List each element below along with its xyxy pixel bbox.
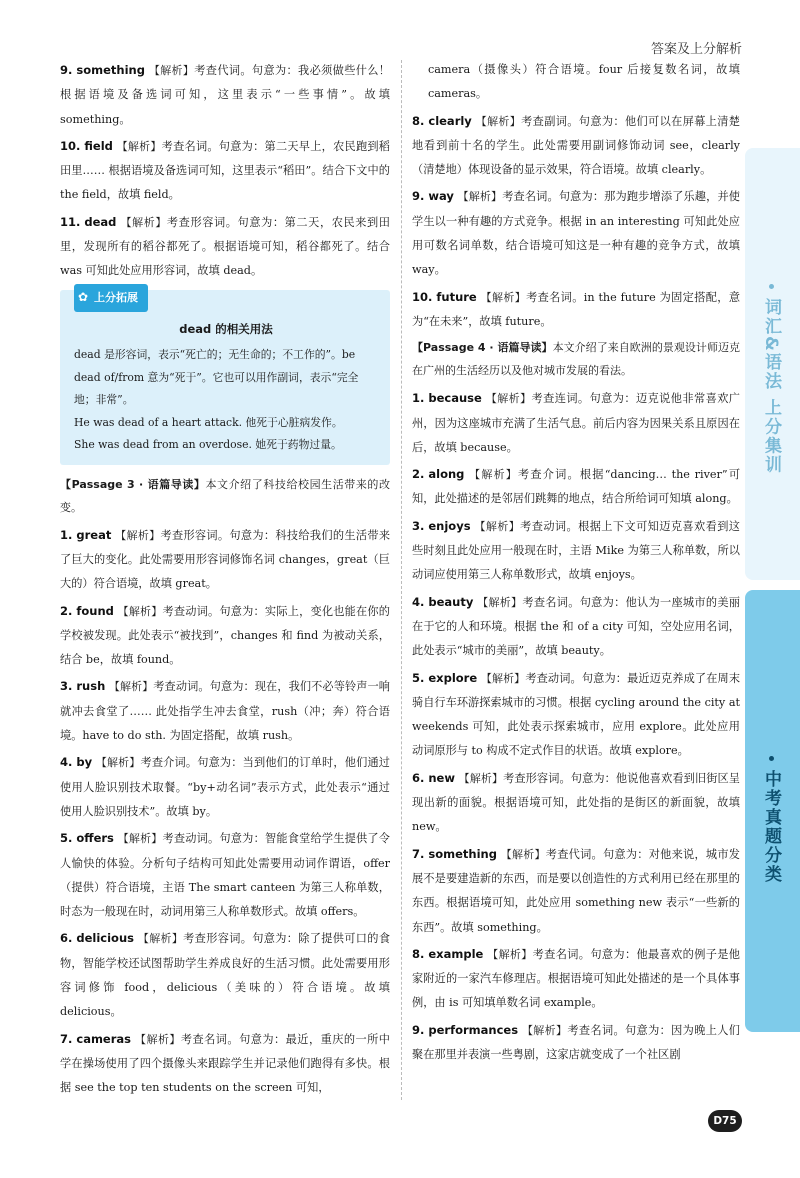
answer-item xyxy=(60,750,390,824)
item-number: 5. xyxy=(60,831,73,846)
answer-item xyxy=(60,523,390,597)
analysis-tag: 【解析】 xyxy=(115,528,161,542)
analysis-text: 考查形容词。句意为：他说他喜欢看到旧街区呈现出新的面貌。根据语境可知，此处指的是街区的新面貌，故填 new。 xyxy=(412,771,740,834)
analysis-tag: 【解析】 xyxy=(487,947,533,961)
passage3-text: 本文介绍了科技给校园生活带来的改变。 xyxy=(60,477,390,514)
answer-word: by xyxy=(76,755,93,770)
item-number: 10. xyxy=(412,289,433,304)
analysis-tag: 【解析】 xyxy=(116,139,162,153)
right-column xyxy=(412,58,740,1069)
answer-word: enjoys xyxy=(428,518,471,533)
analysis-tag: 【解析】 xyxy=(135,1032,181,1046)
answer-item xyxy=(60,826,390,924)
passage4-intro xyxy=(412,336,740,382)
analysis-tag: 【解析】 xyxy=(500,847,546,861)
extension-box xyxy=(60,290,390,465)
answer-item xyxy=(412,462,740,512)
analysis-text: 考查名词。句意为：他认为一座城市的美丽在于它的人和环境。根据 the 和 of a city 可知，空处应用名词，此处表示“城市的美丽”，故填 beauty。 xyxy=(412,595,740,658)
analysis-tag: 【解析】 xyxy=(480,671,526,685)
item-number: 4. xyxy=(412,594,425,609)
item-number: 2. xyxy=(60,603,73,618)
answer-item xyxy=(60,58,390,132)
extension-line: He was dead of a heart attack. 他死于心脏病发作。 xyxy=(74,415,343,429)
extension-line: dead 是形容词，表示“死亡的；无生命的；不工作的”。be dead of/from 意为“死于”。它也可以用作副词，表示“完全地；非常”。 xyxy=(74,348,359,407)
item-number: 1. xyxy=(412,391,425,406)
analysis-tag: 【解析】 xyxy=(120,215,167,229)
analysis-tag: 【解析】 xyxy=(469,468,518,482)
answer-word: something xyxy=(428,846,497,861)
analysis-tag: 【解析】 xyxy=(148,64,195,77)
answer-word: performances xyxy=(428,1022,519,1037)
analysis-text: 考查连词。句意为：迈克说他非常喜欢广州，因为这座城市充满了生活气息。前后内容为因果关系且原因在后，故填 because。 xyxy=(412,392,740,454)
answer-item xyxy=(60,134,390,208)
answer-word: field xyxy=(84,138,113,153)
analysis-text: 考查动词。根据上下文可知迈克喜欢看到这些时刻且此处应用一般现在时，主语 Mike 为第三人称单数，所以动词应使用第三人称单数形式，故填 enjoys。 xyxy=(412,519,740,582)
answer-word: future xyxy=(436,289,477,304)
answer-item xyxy=(60,210,390,284)
left-column xyxy=(60,58,390,1103)
answer-word: rush xyxy=(76,679,106,694)
item-number: 6. xyxy=(60,931,73,946)
analysis-text: 考查介词。句意为：当到他们的订单时，他们通过使用人脸识别技术取餐。“by+动名词”表示方式，此处表示“通过使用人脸识别技术”。故填 by。 xyxy=(60,756,390,818)
answer-item xyxy=(412,184,740,282)
item-number: 11. xyxy=(60,214,81,229)
answer-word: offers xyxy=(76,831,114,846)
answer-item xyxy=(412,842,740,940)
item-number: 5. xyxy=(412,670,425,685)
analysis-tag: 【解析】 xyxy=(117,604,163,618)
item-number: 7. xyxy=(60,1031,73,1046)
answer-word: explore xyxy=(428,670,478,685)
answer-item xyxy=(412,1018,740,1068)
analysis-text: 考查名词。句意为：他最喜欢的例子是他家附近的一家汽车修理店。根据语境可知此处描述的是一个具体事例，由 is 可知填单数名词 example。 xyxy=(412,947,740,1010)
answer-word: example xyxy=(428,946,484,961)
right-items xyxy=(412,109,740,335)
passage4-text: 本文介绍了来自欧洲的景观设计师迈克在广州的生活经历以及他对城市发展的看法。 xyxy=(412,341,740,378)
item-number: 10. xyxy=(60,138,81,153)
answer-item xyxy=(60,674,390,748)
answer-word: something xyxy=(76,63,145,77)
passage4-title: 【Passage 4 · 语篇导读】 xyxy=(412,341,553,355)
extension-line: She was dead from an overdose. 她死于药物过量。 xyxy=(74,438,342,452)
extension-label-text: 上分拓展 xyxy=(94,290,138,304)
analysis-text: 考查副词。句意为：他们可以在屏幕上清楚地看到前十名的学生。此处需要用副词修饰动词 see，clearly（清楚地）体现设备的显示效果，符合语境。故填 clearly。 xyxy=(412,114,740,177)
passage3-intro xyxy=(60,473,390,519)
analysis-text: 考查名词。句意为：那为跑步增添了乐趣，并使学生以一种有趣的方式竞争。根据 in an interesting 可知此处应用可数名词单数，结合语境可知这是一种有趣的竞争方式，故填 way。 xyxy=(412,190,740,277)
answer-word: along xyxy=(428,467,465,482)
extension-title: dead 的相关用法 xyxy=(179,321,273,336)
item-number: 1. xyxy=(60,527,73,542)
analysis-tag: 【解析】 xyxy=(137,932,184,946)
analysis-tag: 【解析】 xyxy=(458,771,504,785)
continued-text: camera（摄像头）符合语境。four 后接复数名词，故填 cameras。 xyxy=(428,63,740,101)
tab-dot-icon xyxy=(769,756,774,761)
answer-item xyxy=(412,514,740,588)
answer-word: great xyxy=(76,527,112,542)
analysis-text: 考查名词。句意为：最近，重庆的一所中学在操场使用了四个摄像头来跟踪学生并记录他们跑得有多快。根据 see the top ten students on the screen 可知， xyxy=(60,1032,390,1095)
side-tab-exam-questions[interactable] xyxy=(745,590,800,1032)
answer-item xyxy=(412,590,740,664)
page-number: D75 xyxy=(708,1110,742,1132)
analysis-text: 考查形容词。句意为：科技给我们的生活带来了巨大的变化。此处需要用形容词修饰名词 changes，great（巨大的）符合语境，故填 great。 xyxy=(60,528,391,591)
answer-item xyxy=(412,942,740,1016)
answer-item xyxy=(60,926,390,1024)
answer-item xyxy=(412,285,740,335)
answer-item xyxy=(412,766,740,840)
tab-dot-icon xyxy=(769,284,774,289)
analysis-tag: 【解析】 xyxy=(108,680,154,694)
side-tab-label: 中考真题分类 xyxy=(761,770,781,884)
analysis-text: 考查名词。句意为：因为晚上人们聚在那里并表演一些粤剧，这家店就变成了一个社区剧 xyxy=(412,1023,740,1061)
answer-item xyxy=(412,109,740,183)
side-tab-label: 词汇&语法 上分集训 xyxy=(761,298,781,475)
analysis-text: 考查代词。句意为：对他来说，城市发展不是要建造新的东西，而是要以创造性的方式利用已经在那里的东西。根据语境可知，此处应用 something new 表示“一些新的东西”。故填 something。 xyxy=(412,847,740,934)
item-number: 3. xyxy=(412,518,425,533)
analysis-tag: 【解析】 xyxy=(117,832,163,846)
item-number: 4. xyxy=(60,755,73,770)
analysis-tag: 【解析】 xyxy=(477,595,523,609)
item-number: 6. xyxy=(412,770,425,785)
extension-label xyxy=(74,284,148,313)
answer-word: dead xyxy=(84,214,117,229)
left-items xyxy=(60,58,390,284)
analysis-tag: 【解析】 xyxy=(457,190,503,204)
item-number: 8. xyxy=(412,946,425,961)
analysis-tag: 【解析】 xyxy=(475,114,522,128)
analysis-text: 考查动词。句意为：智能食堂给学生提供了令人愉快的体验。分析句子结构可知此处需要用动词作谓语，offer（提供）符合语境，主语 The smart canteen 为第三人称单数，时态为一般现在时，动词用第三人称单数形式。故填 offers。 xyxy=(60,832,390,919)
answer-item xyxy=(60,1027,390,1101)
analysis-text: 考查名词。in the future 为固定搭配，意为“在未来”，故填 future。 xyxy=(412,290,741,328)
item-number: 9. xyxy=(412,1022,425,1037)
analysis-tag: 【解析】 xyxy=(521,1023,568,1037)
analysis-text: 考查动词。句意为：实际上，变化也能在你的学校被发现。此处表示“被找到”，changes 和 find 为被动关系，结合 be，故填 found。 xyxy=(60,604,390,667)
item-number: 2. xyxy=(412,467,425,482)
passage3-title: 【Passage 3 · 语篇导读】 xyxy=(60,477,206,491)
answer-item xyxy=(412,666,740,764)
column-divider xyxy=(401,60,402,1100)
analysis-text: 考查名词。句意为：第二天早上，农民跑到稻田里…… 根据语境及备选词可知，这里表示“稻田”。结合下文中的 the field，故填 field。 xyxy=(60,139,390,202)
side-tab-vocab-grammar[interactable] xyxy=(745,148,800,580)
analysis-tag: 【解析】 xyxy=(474,519,521,533)
answer-word: found xyxy=(76,603,114,618)
item-number: 9. xyxy=(60,63,73,77)
answer-item xyxy=(60,599,390,673)
answer-word: beauty xyxy=(428,594,474,609)
analysis-text: 考查动词。句意为：现在，我们不必等铃声一响就冲去食堂了…… 此处指学生冲去食堂，rush（冲；奔）符合语境。have to do sth. 为固定搭配，故填 rush。 xyxy=(60,680,390,743)
analysis-tag: 【解析】 xyxy=(95,756,141,770)
item-number: 3. xyxy=(60,679,73,694)
answer-item xyxy=(412,386,740,460)
analysis-text: 考查形容词。句意为：第二天，农民来到田里，发现所有的稻谷都死了。根据语境可知，稻谷都死了。结合 was 可知此处应用形容词，故填 dead。 xyxy=(60,215,390,278)
page-header: 答案及上分解析 xyxy=(650,42,742,57)
answer-word: new xyxy=(428,770,455,785)
analysis-tag: 【解析】 xyxy=(480,290,527,304)
answer-word: delicious xyxy=(76,931,134,946)
answer-word: clearly xyxy=(428,113,472,128)
answer-word: because xyxy=(428,391,482,406)
analysis-text: 考查介词。根据“dancing… the river”可知，此处描述的是邻居们跳舞的地点，结合所给词可知填 along。 xyxy=(412,468,741,506)
item-number: 8. xyxy=(412,113,425,128)
analysis-text: 考查形容词。句意为：除了提供可口的食物，智能学校还试图帮助学生养成良好的生活习惯。此处需要用形容词修饰 food，delicious（美味的）符合语境。故填 delicious。 xyxy=(60,932,391,1019)
analysis-tag: 【解析】 xyxy=(485,392,532,406)
analysis-text: 考查代词。句意为：我必须做些什么！根据语境及备选词可知，这里表示“一些事情”。故填 something。 xyxy=(60,64,390,126)
item-number: 9. xyxy=(412,189,425,204)
passage4-items xyxy=(412,386,740,1067)
star-icon: ✿ xyxy=(78,289,89,304)
passage3-items xyxy=(60,523,390,1101)
answer-word: way xyxy=(428,189,454,204)
item-number: 7. xyxy=(412,846,425,861)
answer-word: cameras xyxy=(76,1031,132,1046)
analysis-text: 考查动词。句意为：最近迈克养成了在周末骑自行车环游探索城市的习惯。根据 cycling around the city at weekends 可知，此处表示探索城市，应用 explore。此处应用动词原形与 to 构成不定式作目的状语。故填 explore。 xyxy=(412,671,741,758)
